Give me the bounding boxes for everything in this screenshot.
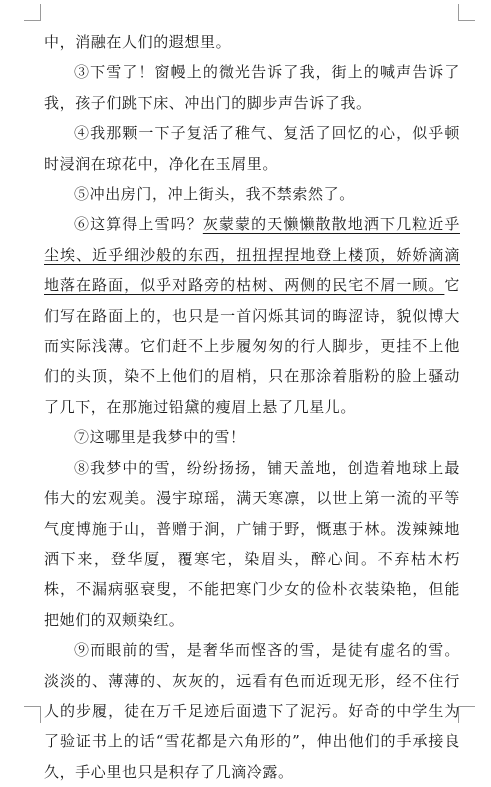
paragraph-p9: [44, 635, 460, 787]
paragraph-p6: [44, 209, 460, 422]
text-run: 它们写在路面上的，也只是一首闪烁其词的晦涩诗，貌似博大而实际浅薄。它们赶不上步履匆匆的行人脚步，更挂不上他们的头顶，染不上他们的眉梢，只在那涂着脂粉的脸上骚动了几下，在那施过铅黛的瘦眉上悬了几星儿。: [44, 276, 460, 416]
crop-mark-bottom-left: [24, 706, 41, 723]
text-run: ⑦这哪里是我梦中的雪！: [74, 428, 246, 447]
paragraph-p3: [44, 57, 460, 118]
crop-mark-bottom-right: [458, 706, 475, 723]
text-run: ③下雪了！窗幔上的微光告诉了我，街上的喊声告诉了我，孩子们跳下床、冲出门的脚步声告诉了我。: [44, 63, 460, 112]
text-run: ⑨而眼前的雪，是奢华而悭吝的雪，是徒有虚名的雪。淡淡的、薄薄的、灰灰的，远看有色而近现无形，经不住行人的步履，徒在万千足迹后面遗下了泥污。好奇的中学生为了验证书上的话“雪花都是六角形的”，伸出他们的手承接良久，手心里也只是积存了几滴冷露。: [44, 641, 460, 781]
text-run: ⑧我梦中的雪，纷纷扬扬，铺天盖地，创造着地球上最伟大的宏观美。漫宇琼瑶，满天寒凛，以世上第一流的平等气度博施于山，普赠于涧，广铺于野，慨惠于林。泼辣辣地洒下来，登华厦，覆寒宅，染眉头，醉心间。不弃枯木朽株，不漏病驱衰叟，不能把寒门少女的俭朴衣装染艳，但能把她们的双颊染红。: [44, 458, 460, 629]
document-body: [44, 27, 460, 787]
paragraph-p5: [44, 179, 460, 209]
underlined-text-run: 灰蒙蒙的天懒懒散散地洒下几粒近乎尘埃、近乎细沙般的东西，扭扭捏捏地登上楼顶，娇娇滴滴地落在路面，似乎对路旁的枯树、两侧的民宅不屑一顾。: [44, 215, 460, 295]
paragraph-p4: [44, 118, 460, 179]
text-run: ⑤冲出房门，冲上街头，我不禁索然了。: [74, 185, 355, 204]
crop-mark-top-right: [458, 4, 475, 21]
text-run: 中，消融在人们的遐想里。: [44, 33, 232, 51]
text-run: ⑥这算得上雪吗？: [74, 215, 203, 234]
crop-mark-top-left: [24, 4, 41, 21]
paragraph-p0: [44, 27, 460, 57]
text-run: ④我那颗一下子复活了稚气、复活了回忆的心，似乎顿时浸润在琼花中，净化在玉屑里。: [44, 124, 460, 173]
paragraph-p8: [44, 453, 460, 635]
paragraph-p7: [44, 422, 460, 452]
